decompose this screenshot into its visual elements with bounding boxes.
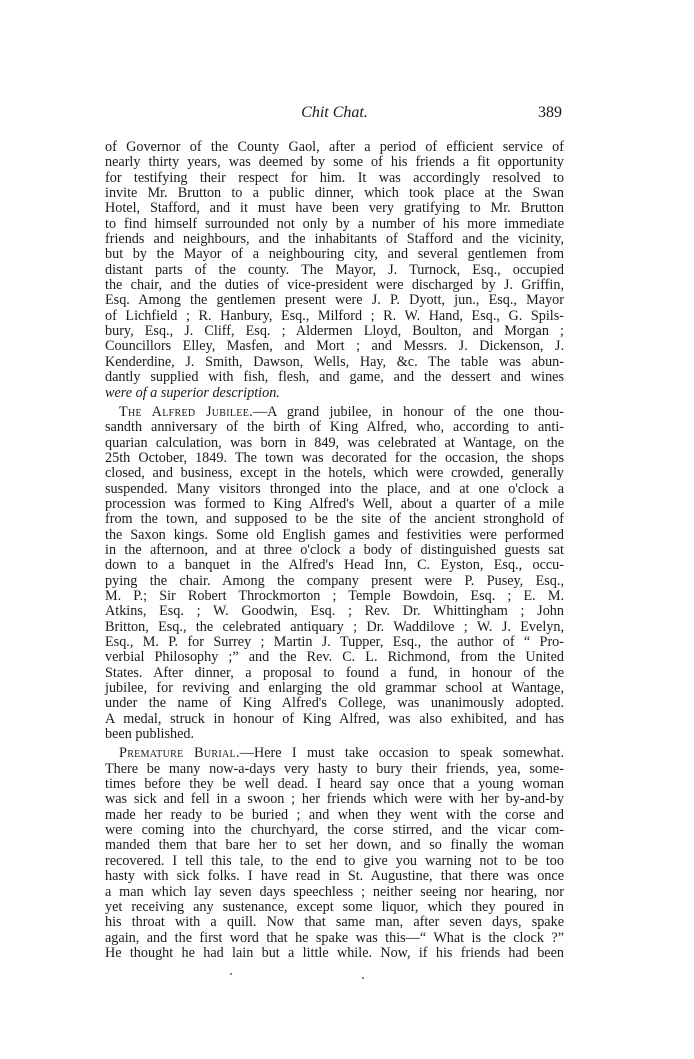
text-line: bury, Esq., J. Cliff, Esq. ; Aldermen Lloyd, Boulton, and Morgan ; [105, 323, 564, 340]
text-line: again, and the first word that he spake was this—“ What is the clock ?” [105, 929, 564, 946]
text-line: nearly thirty years, was deemed by some of his friends a fit opportunity [105, 154, 564, 171]
text-line: Premature Burial.—Here I must take occasion to speak somewhat. [119, 745, 564, 762]
text-line: suspended. Many visitors thronged into the place, and at one o'clock a [105, 480, 564, 497]
text-line: were coming into the churchyard, the corse stirred, and the vicar com- [105, 822, 564, 839]
text-line: invite Mr. Brutton to a public dinner, which took place at the Swan [105, 185, 564, 202]
text-line: Esq., M. P. for Surrey ; Martin J. Tupper, Esq., the author of “ Pro- [105, 634, 564, 650]
text-line: Hotel, Stafford, and it must have been very gratifying to Mr. Brutton [105, 200, 564, 217]
text-line: times before they be well dead. I heard say once that a young woman [105, 776, 564, 793]
section-heading: Premature Burial. [119, 745, 240, 762]
text-line: yet receiving any sustenance, except some liquor, which they poured in [105, 898, 564, 915]
text-line: of Governor of the County Gaol, after a period of efficient service of [105, 139, 564, 155]
section-heading: The Alfred Jubilee. [119, 403, 253, 420]
text-line: of Lichfield ; R. Hanbury, Esq., Milford ; R. W. Hand, Esq., G. Spils- [105, 307, 564, 324]
text-line: made her ready to be buried ; and when they went with the corse and [105, 806, 564, 823]
text-line: distant parts of the county. The Mayor, J. Turnock, Esq., occupied [105, 261, 564, 278]
scan-speck [230, 973, 232, 975]
paragraph-premature-burial [105, 746, 564, 961]
text-line: for testifying their respect for him. It was accordingly resolved to [105, 169, 564, 186]
text-line: Esq. Among the gentlemen present were J. P. Dyott, jun., Esq., Mayor [105, 292, 564, 309]
text-line: manded them that bare her to set her down, and so finally the woman [105, 837, 564, 854]
text-line: closed, and business, except in the hotels, which were crowded, generally [105, 465, 564, 482]
text-line: procession was formed to King Alfred's Well, about a quarter of a mile [105, 495, 564, 512]
text-line: There be many now-a-days very hasty to bury their friends, yea, some- [105, 760, 564, 777]
text-line: been published. [105, 726, 195, 743]
body-text [105, 140, 564, 965]
text-line: dantly supplied with fish, flesh, and game, and the dessert and wines [105, 369, 564, 386]
text-line: sandth anniversary of the birth of King Alfred, who, according to anti- [105, 419, 564, 436]
text-line: Kenderdine, J. Smith, Dawson, Wells, Hay, &c. The table was abun- [105, 353, 564, 370]
text-line: were of a superior description. [105, 384, 280, 401]
page-number: 389 [538, 104, 562, 121]
text-line: quarian calculation, was born in 849, was celebrated at Wantage, on the [105, 434, 564, 451]
text-line: States. After dinner, a proposal to found a fund, in honour of the [105, 664, 564, 681]
text-line: to find himself surrounded not only by a number of his more immediate [105, 215, 564, 232]
text-line: down to a banquet in the Alfred's Head Inn, C. Eyston, Esq., occu- [105, 557, 564, 574]
text-line: Britton, Esq., the celebrated antiquary ; Dr. Waddilove ; W. J. Evelyn, [105, 618, 564, 635]
text-line: The Alfred Jubilee.—A grand jubilee, in honour of the one thou- [119, 403, 564, 420]
running-title: Chit Chat. [301, 104, 368, 121]
text-line: M. P.; Sir Robert Throckmorton ; Temple Bowdoin, Esq. ; E. M. [105, 587, 564, 604]
text-line: a man which lay seven days speechless ; neither seeing nor hearing, nor [105, 883, 564, 900]
text-line: friends and neighbours, and the inhabitants of Stafford and the vicinity, [105, 231, 564, 248]
text-line: was sick and fell in a swoon ; her friends which were with her by-and-by [105, 791, 564, 808]
text-line: 25th October, 1849. The town was decorated for the occasion, the shops [105, 449, 564, 466]
paragraph-brutton-dinner [105, 140, 564, 401]
text-line: He thought he had lain but a little while. Now, if his friends had been [105, 944, 564, 961]
text-line: the Saxon kings. Some old English games and festivities were performed [105, 526, 564, 543]
text-line: Councillors Elley, Masfen, and Mort ; and Messrs. J. Dickenson, J. [105, 338, 564, 355]
paragraph-alfred-jubilee [105, 405, 564, 743]
text-line: his throat with a quill. Now that same man, after seven days, spake [105, 914, 564, 931]
text-line: hasty with sick folks. I have read in St. Augustine, that there was once [105, 868, 564, 885]
text-line: pying the chair. Among the company present were P. Pusey, Esq., [105, 572, 564, 589]
text-line: in the afternoon, and at three o'clock a body of distinguished guests sat [105, 541, 564, 558]
text-line: A medal, struck in honour of King Alfred, was also exhibited, and has [105, 710, 564, 727]
text-line: recovered. I tell this tale, to the end to give you warning not to be too [105, 852, 564, 869]
text-line: the chair, and the duties of vice-president were discharged by J. Griffin, [105, 277, 564, 294]
text-line: from the town, and supposed to be the site of the ancient stronghold of [105, 511, 564, 528]
text-line: jubilee, for reviving and enlarging the old grammar school at Wantage, [105, 680, 564, 697]
scan-speck [362, 977, 364, 979]
text-line: but by the Mayor of a neighbouring city, and several gentlemen from [105, 246, 564, 263]
text-line: verbial Philosophy ;” and the Rev. C. L. Richmond, from the United [105, 649, 564, 666]
text-line: under the name of King Alfred's College, was unanimously adopted. [105, 695, 564, 712]
text-line: Atkins, Esq. ; W. Goodwin, Esq. ; Rev. Dr. Whittingham ; John [105, 603, 564, 620]
running-head [105, 104, 564, 124]
